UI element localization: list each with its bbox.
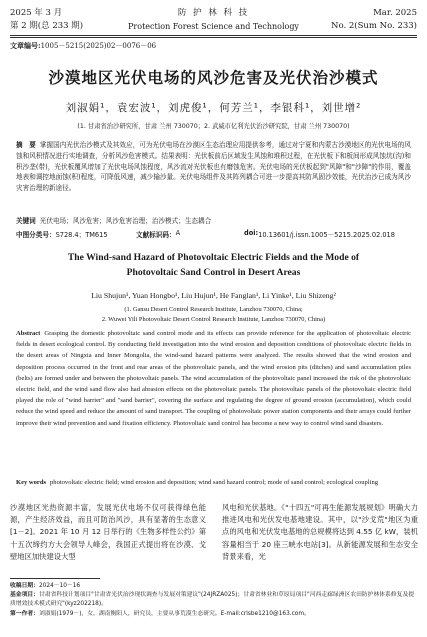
footnote-first-author xyxy=(10,610,417,619)
classification-row xyxy=(16,229,411,240)
issue-date-cn: 2025 年 3 月 xyxy=(10,8,63,18)
keywords-en-label: Key words xyxy=(16,479,47,486)
issue-number-cn: 第 2 期(总 233 期) xyxy=(10,21,84,31)
abstract-cn xyxy=(16,140,411,194)
keywords-cn-text: 光伏电场；风沙危害；风沙危害治理；治沙模式；生态耦合 xyxy=(39,217,212,225)
keywords-en-text: photovoltaic electric field; wind erosion and deposition; wind sand hazard control; mode of sand control; ecological coupling xyxy=(50,479,378,486)
affiliations-cn: (1. 甘肃省治沙研究所，甘肃 兰州 730070；2. 武威市亿利光伏治沙研究院，甘肃 兰州 730070) xyxy=(77,123,350,130)
issue-date-en: Mar. 2025 xyxy=(373,8,417,18)
journal-name-en: Protection Forest Science and Technology xyxy=(128,22,299,31)
doi-value: 10.13601/j.issn.1005－5215.2025.02.018 xyxy=(258,231,395,239)
title-en xyxy=(0,250,427,280)
affiliation-en-2: 2. Wuwei Yili Photovoltaic Desert Control Research Institute, Lanzhou 730070, China) xyxy=(101,315,326,323)
keywords-cn-label: 关键词 xyxy=(16,217,36,225)
abstract-cn-label: 摘 要 xyxy=(16,141,36,149)
authors-cn: 刘淑娟¹，袁宏波¹，刘虎俊¹，何芳兰¹，李银科¹，刘世增² xyxy=(65,102,362,114)
abstract-en-text: Grasping the domestic photovoltaic sand control mode and its effects can provide reference for the application of photovoltaic electric fields in desert ecological control. By conducting field investigation into the wind erosion and deposition conditions of photovoltaic electric fields in the desert areas of Ningxia and Inner Mongolia, the wind-sand hazard patterns were analyzed. The results showed that the wind erosion and deposition process occurred in the front and rear areas of the photovoltaic panels, and the wind erosion pits (ditches) and sand accumulation piles (belts) are formed under and between the photovoltaic panels. The wind accumulation of the photovoltaic panel increased the risk of the photovoltaic electric field, and the wind sand flow also had abrasion effects on the photovoltaic panels. The photovoltaic panels of the photovoltaic electric field played the role of "wind barrier" and "sand barrier", covering the surface and regulating the degree of ground erosion (accumulation), which could reduce the wind speed and reduce the amount of sand transport. The coupling of photovoltaic power station components and their arrays could further improve their wind prevention and sand fixation efficiency. Photovoltaic sand control has become a new way to control wind sand disasters. xyxy=(16,330,411,427)
doc-code-value: A xyxy=(175,229,181,237)
affiliations-en xyxy=(0,305,427,324)
footnotes xyxy=(10,582,417,619)
article-id xyxy=(10,41,156,51)
article-id-label: 文章编号: xyxy=(10,41,41,50)
body-column-right: 风电和光伏基地。《"十四五"可再生能源发展规划》明确大力推进风电和光伏发电基地建设。其中，以"沙戈荒"地区为重点的风电和光伏发电基地的总规模将达到 4.55 亿 kW，装机容量相当于 20 座三峡水电站[3]。从新能源发展和生态安全背景来看，光 xyxy=(222,503,418,561)
issue-number-en: No. 2(Sum No. 233) xyxy=(331,21,417,31)
abstract-en xyxy=(16,328,411,429)
first-author-text: 刘淑娟(1979－)，女，湖南衡阳人，研究员，主要从事荒漠生态研究。E-mail:crisbe1210@163.com。 xyxy=(39,610,310,617)
clc-value: S728.4；TM615 xyxy=(55,231,108,239)
affiliation-en-1: (1. Gansu Desert Control Research Institute, Lanzhou 730070, China; xyxy=(124,306,303,313)
keywords-en xyxy=(16,477,411,488)
footnote-received xyxy=(10,582,417,591)
running-header xyxy=(10,7,417,37)
journal-name-cn: 防 护 林 科 技 xyxy=(177,8,250,18)
authors-en: Liu Shujun¹, Yuan Hongbo¹, Liu Hujun¹, He Fanglan¹, Li Yinke¹, Liu Shizeng² xyxy=(91,291,336,300)
body-column-left: 沙漠地区光热资源丰富，发展光伏电场不仅可获得绿色能源，产生经济效益，而且可防治风沙，具有显著的生态意义[1－2]。2021 年 10 月 12 日举行的《生物多样性公约》第十五次缔约方大会领导人峰会，我国正式提出将在沙漠、戈壁地区加快建设大型 xyxy=(10,503,206,561)
footnote-rule xyxy=(10,578,100,579)
abstract-en-label: Abstract xyxy=(16,330,41,337)
footnote-fund xyxy=(10,591,417,609)
title-en-line2: Photovoltaic Sand Control in Desert Areas xyxy=(126,267,301,278)
doc-code-label: 文献标识码： xyxy=(136,231,176,239)
article-id-value: 1005－5215(2025)02－0076－06 xyxy=(40,42,157,50)
keywords-cn xyxy=(16,215,411,225)
fund-label: 基金项目： xyxy=(10,592,39,599)
received-label: 收稿日期： xyxy=(10,583,39,589)
title-cn: 沙漠地区光伏电场的风沙危害及光伏治沙模式 xyxy=(48,69,379,87)
header-rule-thin xyxy=(10,37,417,38)
title-en-line1: The Wind-sand Hazard of Photovoltaic Electric Fields and the Mode of xyxy=(67,252,360,263)
first-author-label: 第一作者： xyxy=(10,610,39,617)
abstract-cn-text: 掌握国内光伏治沙模式及其效应，可为光伏电场在沙漠区生态治理应用提供参考，通过对宁夏和内蒙古沙漠地区的光伏电场的风蚀和风积情况进行实地调查，分析风沙危害模式。结果表明：光伏板前后区域发生风蚀和堆积过程，在光伏板下和板间形成风蚀坑(沟)和积沙垄(带)，光伏板覆风增加了光伏电场风蚀程度，风沙流对光伏板也有磨蚀危害。光伏电场的光伏板起到"风障"和"沙障"的作用，覆盖地表和调控地面蚀(积)程度，可降低风速，减少输沙量。光伏电场组件及其阵列耦合可进一步提高其防风固沙效能，光伏治沙已成为风沙灾害治理的新途径。 xyxy=(16,141,412,193)
clc-label: 中图分类号： xyxy=(16,231,56,239)
doi-label: doi: xyxy=(244,229,259,237)
received-date: 2024－10－16 xyxy=(39,583,81,589)
header-rule xyxy=(10,35,417,36)
fund-text: 甘肃省科技计划项目"甘肃省光伏治沙现状调查与发展对策建议"(24JRZA025)；甘肃省林业和草原局项目"河西走廊绿洲区农田防护林体系修复及提质增效技术模式研究"(kyz202218)。 xyxy=(10,592,415,608)
